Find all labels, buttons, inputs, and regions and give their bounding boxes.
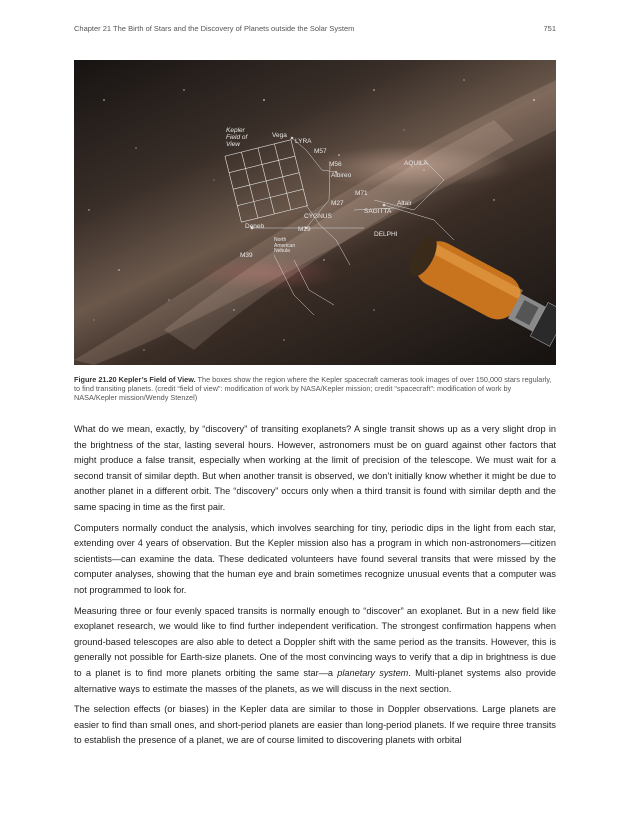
m27-label: M27 xyxy=(331,200,344,207)
paragraph: The selection effects (or biases) in the Kepler data are similar to those in Doppler observations. Large planets are easier to find than small ones, and short-period planets are easier than long-period planets. If we require three transits to establish the presence of a planet, we are of course limited to discovering planets with orbital xyxy=(74,704,556,746)
chapter-title: Chapter 21 The Birth of Stars and the Discovery of Planets outside the Solar System xyxy=(74,24,355,33)
m39-label: M39 xyxy=(240,252,253,259)
paragraph: Computers normally conduct the analysis, which involves searching for tiny, periodic dips in the light from each star, extending over 4 years of observation. But the Kepler mission also has a program in which non-astronomers—citizen scientists—can examine the data. These dedicated volunteers have found several transits that were missed by the computer analyses, showing that the human eye and brain sometimes recognize unusual events that a computer was not programmed to look for. xyxy=(74,522,556,595)
altair-label: Altair xyxy=(397,200,412,207)
deneb-label: Deneb xyxy=(245,223,265,230)
north-america-nebula-label: North American Nebula xyxy=(274,237,296,254)
m57-label: M57 xyxy=(314,148,327,155)
kepler-field-of-view-figure xyxy=(74,60,556,365)
planetary-system-term: planetary system xyxy=(337,667,409,678)
running-header xyxy=(74,24,556,33)
figure-caption-title: Figure 21.20 Kepler’s Field of View. xyxy=(74,375,196,384)
m56-label: M56 xyxy=(329,161,342,168)
m71-label: M71 xyxy=(355,190,368,197)
kepler-fov-label: Kepler Field of View xyxy=(226,127,248,149)
aquila-label: AQUILA xyxy=(404,160,428,167)
page-number: 751 xyxy=(543,24,556,33)
paragraph: What do we mean, exactly, by “discovery” of transiting exoplanets? A single transit shows up as a very slight drop in the brightness of the star, lasting several hours. However, astronomers must be on guard against other factors that might produce a false transit, especially when working at the limit of precision of the telescope. We must wait for a second transit of similar depth. But when another transit is observed, we don’t initially know whether it might be due to another planet in a different orbit. The “discovery” occurs only when a third transit is found with similar depth and the same spacing in time as the first pair. xyxy=(74,424,556,512)
paragraph: Measuring three or four evenly spaced transits is normally enough to “discover” an exoplanet. But in a new field like exoplanet research, we would like to find further independent verification. The strongest confirmation happens when ground-based telescopes are also able to detect a Doppler shift with the same period as the transits. However, this is generally not possible for Earth-size planets. One of the most convincing ways to verify that a dip in brightness is due to a planet is to find more planets orbiting the same star—a planetary system. Multi-planet systems also provide alternative ways to estimate the masses of the planets, as we will discuss in the next section. xyxy=(74,605,556,694)
albireo-label: Albireo xyxy=(331,172,352,179)
kepler-spacecraft-illustration xyxy=(403,231,556,349)
sagitta-label: SAGITTA xyxy=(364,208,392,215)
lyra-label: LYRA xyxy=(295,138,312,145)
delphinus-label: DELPHI xyxy=(374,231,398,238)
cygnus-label: CYGNUS xyxy=(304,213,332,220)
figure-caption xyxy=(74,376,556,403)
m29-label: M29 xyxy=(298,226,311,233)
body-text xyxy=(74,422,556,754)
vega-label: Vega xyxy=(272,132,287,139)
kepler-fov-grid xyxy=(225,140,307,222)
figure-caption-text: The boxes show the region where the Kepler spacecraft cameras took images of over 150,000 stars regularly, to find transiting planets. (credit “field of view”: modification of work by NASA/Kepler mission; credit “spacecraft”: modification of work by NASA/Kepler mission/Wendy Stenzel) xyxy=(74,375,552,402)
